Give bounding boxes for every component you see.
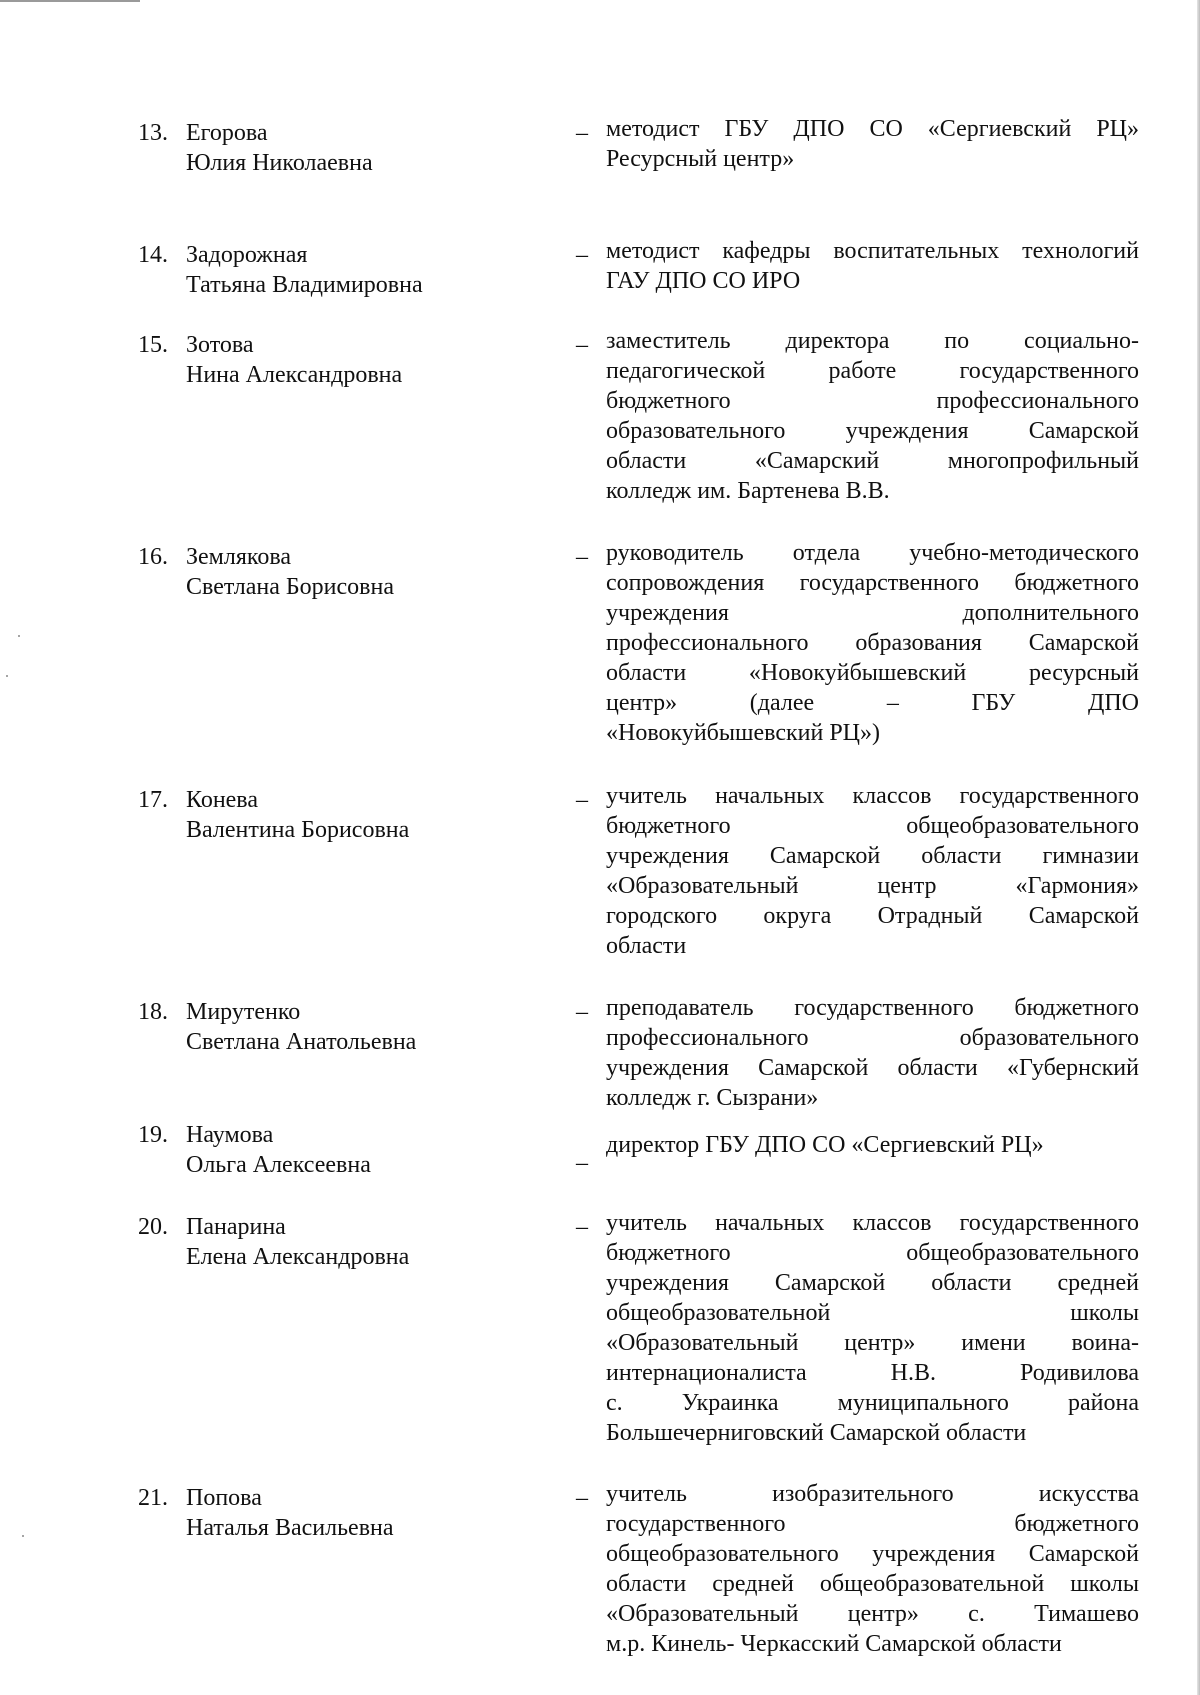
description-line: м.р. Кинель- Черкасский Самарской области bbox=[606, 1631, 1062, 1657]
description-line: профессионального образовательного bbox=[606, 1025, 1139, 1051]
person-name bbox=[186, 1212, 556, 1272]
surname: Зотова bbox=[186, 332, 254, 358]
person-name bbox=[186, 542, 556, 602]
person-name bbox=[186, 118, 556, 178]
description-line: области средней общеобразовательной школы bbox=[606, 1571, 1139, 1597]
description-line: общеобразовательного учреждения Самарской bbox=[606, 1541, 1139, 1567]
given-names: Татьяна Владимировна bbox=[186, 272, 423, 298]
description-line: области bbox=[606, 933, 687, 959]
description-line: учреждения дополнительного bbox=[606, 600, 1139, 626]
description-line: педагогической работе государственного bbox=[606, 358, 1139, 384]
description-line: области «Самарский многопрофильный bbox=[606, 448, 1139, 474]
surname: Попова bbox=[186, 1485, 262, 1511]
dash-separator: – bbox=[576, 120, 588, 146]
position-description bbox=[606, 114, 1139, 174]
description-line: государственного бюджетного bbox=[606, 1511, 1139, 1537]
description-line: методист кафедры воспитательных технологий bbox=[606, 238, 1139, 264]
description-line: образовательного учреждения Самарской bbox=[606, 418, 1139, 444]
description-line: учреждения Самарской области средней bbox=[606, 1270, 1139, 1296]
description-line: заместитель директора по социально- bbox=[606, 328, 1139, 354]
item-number: 17. bbox=[138, 787, 168, 813]
description-line: учреждения Самарской области «Губернский bbox=[606, 1055, 1139, 1081]
given-names: Светлана Борисовна bbox=[186, 574, 394, 600]
description-line: сопровождения государственного бюджетного bbox=[606, 570, 1139, 596]
position-description bbox=[606, 781, 1139, 961]
description-line: учитель изобразительного искусства bbox=[606, 1481, 1139, 1507]
item-number: 13. bbox=[138, 120, 168, 146]
description-line: профессионального образования Самарской bbox=[606, 630, 1139, 656]
description-line: «Образовательный центр» имени воина- bbox=[606, 1330, 1139, 1356]
item-number: 20. bbox=[138, 1214, 168, 1240]
position-description bbox=[606, 1208, 1139, 1448]
item-number: 18. bbox=[138, 999, 168, 1025]
person-name bbox=[186, 240, 556, 300]
surname: Егорова bbox=[186, 120, 268, 146]
position-description bbox=[606, 1479, 1139, 1659]
description-line: области «Новокуйбышевский ресурсный bbox=[606, 660, 1139, 686]
dash-separator: – bbox=[576, 1150, 588, 1176]
person-name bbox=[186, 785, 556, 845]
surname: Наумова bbox=[186, 1122, 274, 1148]
description-line: руководитель отдела учебно-методического bbox=[606, 540, 1139, 566]
surname: Задорожная bbox=[186, 242, 308, 268]
description-line: бюджетного общеобразовательного bbox=[606, 1240, 1139, 1266]
description-line: колледж г. Сызрани» bbox=[606, 1085, 819, 1111]
given-names: Светлана Анатольевна bbox=[186, 1029, 417, 1055]
description-line: учреждения Самарской области гимназии bbox=[606, 843, 1139, 869]
position-description bbox=[606, 1130, 1139, 1160]
given-names: Елена Александровна bbox=[186, 1244, 410, 1270]
dash-separator: – bbox=[576, 787, 588, 813]
item-number: 19. bbox=[138, 1122, 168, 1148]
person-name bbox=[186, 1120, 556, 1180]
dash-separator: – bbox=[576, 242, 588, 268]
dash-separator: – bbox=[576, 1214, 588, 1240]
description-line: бюджетного профессионального bbox=[606, 388, 1139, 414]
item-number: 16. bbox=[138, 544, 168, 570]
scan-speck bbox=[22, 1535, 24, 1537]
description-line: Ресурсный центр» bbox=[606, 146, 795, 172]
person-name bbox=[186, 330, 556, 390]
description-line: центр» (далее – ГБУ ДПО bbox=[606, 690, 1139, 716]
description-line: «Новокуйбышевский РЦ») bbox=[606, 720, 880, 746]
description-line: общеобразовательной школы bbox=[606, 1300, 1139, 1326]
item-number: 21. bbox=[138, 1485, 168, 1511]
description-line: учитель начальных классов государственного bbox=[606, 1210, 1139, 1236]
given-names: Нина Александровна bbox=[186, 362, 403, 388]
description-line: ГАУ ДПО СО ИРО bbox=[606, 268, 801, 294]
position-description bbox=[606, 993, 1139, 1113]
description-line: директор ГБУ ДПО СО «Сергиевский РЦ» bbox=[606, 1132, 1044, 1158]
surname: Панарина bbox=[186, 1214, 286, 1240]
position-description bbox=[606, 538, 1139, 748]
scan-speck bbox=[18, 635, 20, 637]
given-names: Наталья Васильевна bbox=[186, 1515, 394, 1541]
description-line: учитель начальных классов государственного bbox=[606, 783, 1139, 809]
item-number: 15. bbox=[138, 332, 168, 358]
description-line: городского округа Отрадный Самарской bbox=[606, 903, 1139, 929]
surname: Землякова bbox=[186, 544, 291, 570]
person-name bbox=[186, 1483, 556, 1543]
dash-separator: – bbox=[576, 999, 588, 1025]
surname: Конева bbox=[186, 787, 258, 813]
description-line: «Образовательный центр «Гармония» bbox=[606, 873, 1139, 899]
item-number: 14. bbox=[138, 242, 168, 268]
given-names: Валентина Борисовна bbox=[186, 817, 410, 843]
description-line: с. Украинка муниципального района bbox=[606, 1390, 1139, 1416]
description-line: интернационалиста Н.В. Родивилова bbox=[606, 1360, 1139, 1386]
surname: Мирутенко bbox=[186, 999, 301, 1025]
given-names: Юлия Николаевна bbox=[186, 150, 373, 176]
description-line: методист ГБУ ДПО СО «Сергиевский РЦ» bbox=[606, 116, 1139, 142]
scan-top-edge bbox=[0, 0, 140, 2]
person-name bbox=[186, 997, 556, 1057]
dash-separator: – bbox=[576, 1485, 588, 1511]
description-line: Большечерниговский Самарской области bbox=[606, 1420, 1027, 1446]
position-description bbox=[606, 326, 1139, 506]
scan-speck bbox=[6, 675, 8, 677]
given-names: Ольга Алексеевна bbox=[186, 1152, 371, 1178]
description-line: преподаватель государственного бюджетного bbox=[606, 995, 1139, 1021]
description-line: колледж им. Бартенева В.В. bbox=[606, 478, 890, 504]
description-line: «Образовательный центр» с. Тимашево bbox=[606, 1601, 1139, 1627]
description-line: бюджетного общеобразовательного bbox=[606, 813, 1139, 839]
dash-separator: – bbox=[576, 332, 588, 358]
position-description bbox=[606, 236, 1139, 296]
dash-separator: – bbox=[576, 544, 588, 570]
